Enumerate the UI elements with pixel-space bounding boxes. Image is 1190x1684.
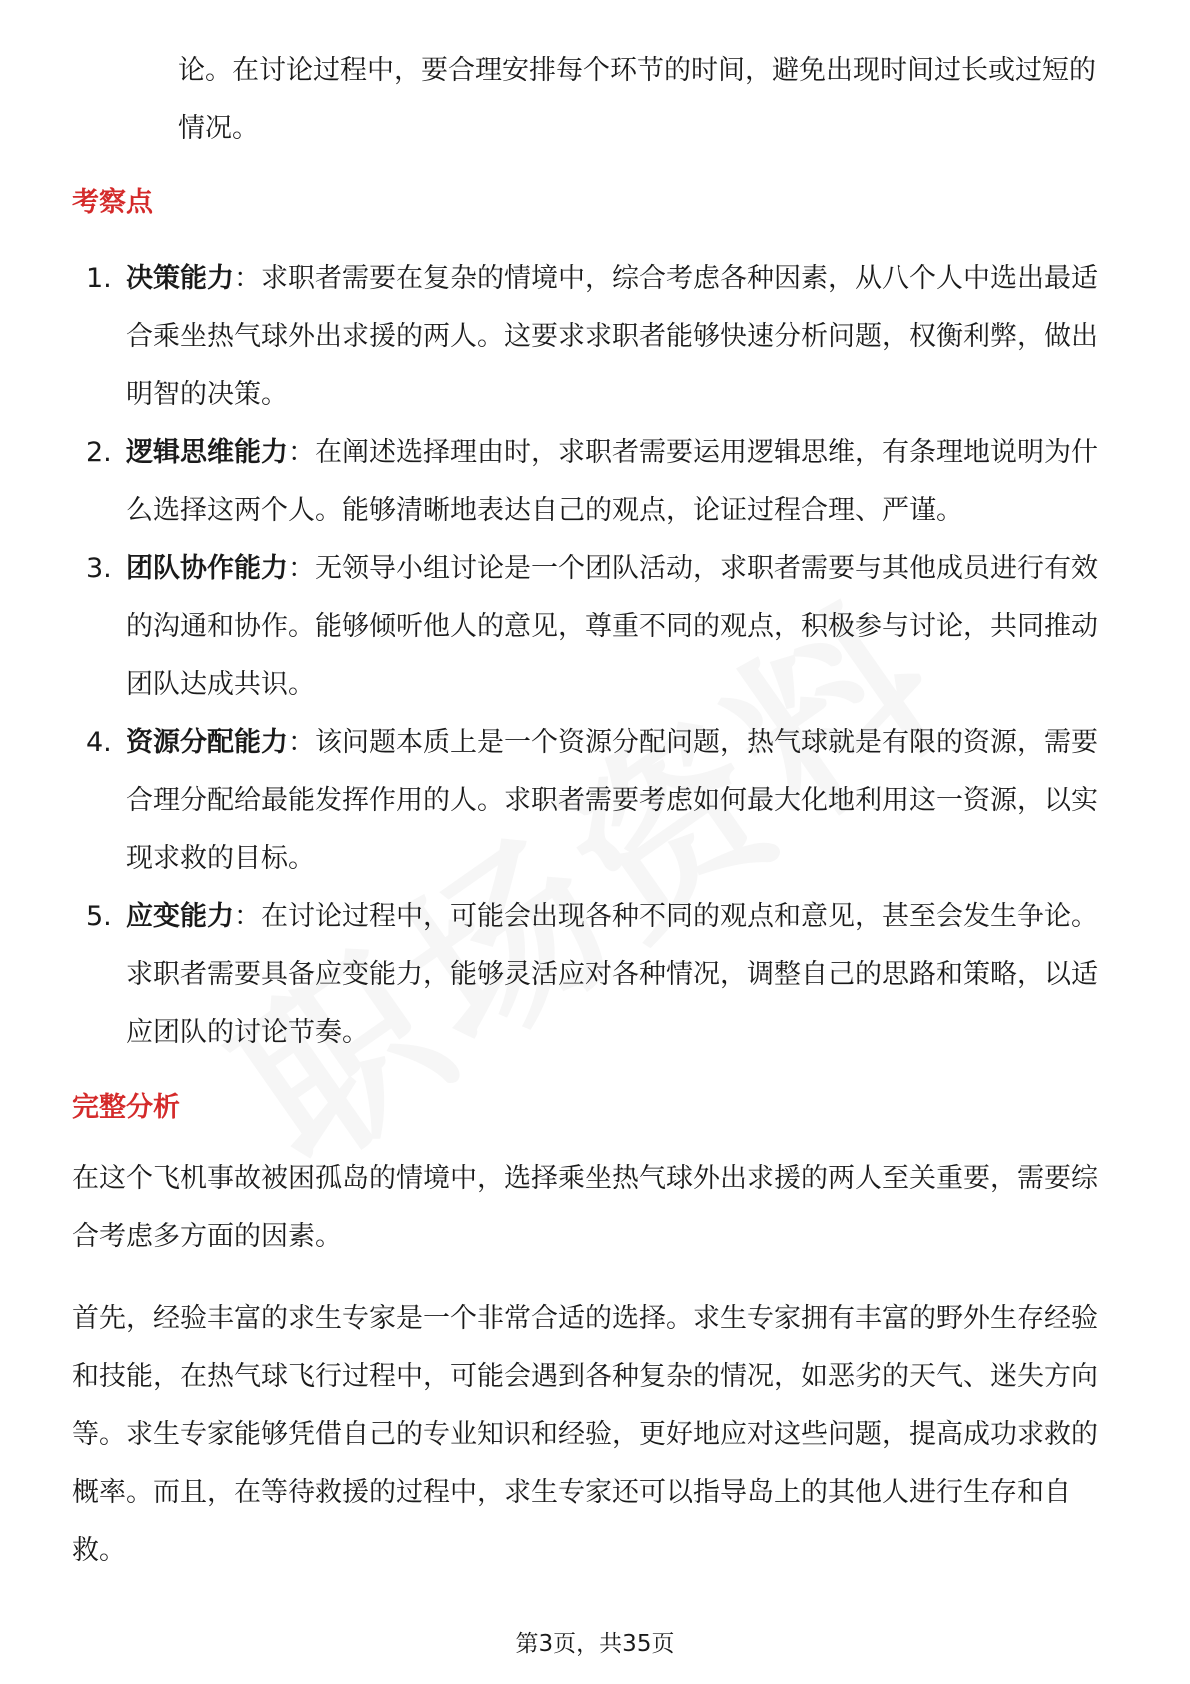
list-number: 5.: [86, 901, 112, 932]
list-text: ：在讨论过程中，可能会出现各种不同的观点和意见，甚至会发生争论。求职者需要具备应变能力，能够灵活应对各种情况，调整自己的思路和策略，以适应团队的讨论节奏。: [126, 901, 1098, 1048]
points-list: [72, 250, 1122, 1062]
section-heading-analysis: 完整分析: [72, 1092, 180, 1123]
page-footer: 第3页，共35页: [515, 1631, 675, 1657]
list-text: ：无领导小组讨论是一个团队活动，求职者需要与其他成员进行有效的沟通和协作。能够倾听他人的意见，尊重不同的观点，积极参与讨论，共同推动团队达成共识。: [126, 553, 1098, 700]
list-number: 1.: [86, 263, 112, 294]
list-item: [72, 714, 1122, 888]
list-number: 3.: [86, 553, 112, 584]
list-term: 应变能力: [126, 901, 234, 932]
list-text: ：在阐述选择理由时，求职者需要运用逻辑思维，有条理地说明为什么选择这两个人。能够清晰地表达自己的观点，论证过程合理、严谨。: [126, 437, 1098, 526]
section-heading-points: 考察点: [72, 187, 153, 218]
list-term: 团队协作能力: [126, 553, 288, 584]
list-number: 2.: [86, 437, 112, 468]
list-item: [72, 540, 1122, 714]
list-term: 决策能力: [126, 263, 234, 294]
list-text: ：求职者需要在复杂的情境中，综合考虑各种因素，从八个人中选出最适合乘坐热气球外出求援的两人。这要求求职者能够快速分析问题，权衡利弊，做出明智的决策。: [126, 263, 1098, 410]
list-term: 逻辑思维能力: [126, 437, 288, 468]
analysis-paragraph: 在这个飞机事故被困孤岛的情境中，选择乘坐热气球外出求援的两人至关重要，需要综合考虑多方面的因素。: [72, 1163, 1098, 1252]
analysis-paragraph: 首先，经验丰富的求生专家是一个非常合适的选择。求生专家拥有丰富的野外生存经验和技能，在热气球飞行过程中，可能会遇到各种复杂的情况，如恶劣的天气、迷失方向等。求生专家能够凭借自己的专业知识和经验，更好地应对这些问题，提高成功求救的概率。而且，在等待救援的过程中，求生专家还可以指导岛上的其他人进行生存和自救。: [72, 1303, 1098, 1566]
list-item: [72, 424, 1122, 540]
continuation-paragraph: 论。在讨论过程中，要合理安排每个环节的时间，避免出现时间过长或过短的情况。: [178, 55, 1096, 144]
list-text: ：该问题本质上是一个资源分配问题，热气球就是有限的资源，需要合理分配给最能发挥作用的人。求职者需要考虑如何最大化地利用这一资源，以实现求救的目标。: [126, 727, 1098, 874]
list-number: 4.: [86, 727, 112, 758]
list-item: [72, 250, 1122, 424]
list-term: 资源分配能力: [126, 727, 288, 758]
list-item: [72, 888, 1122, 1062]
